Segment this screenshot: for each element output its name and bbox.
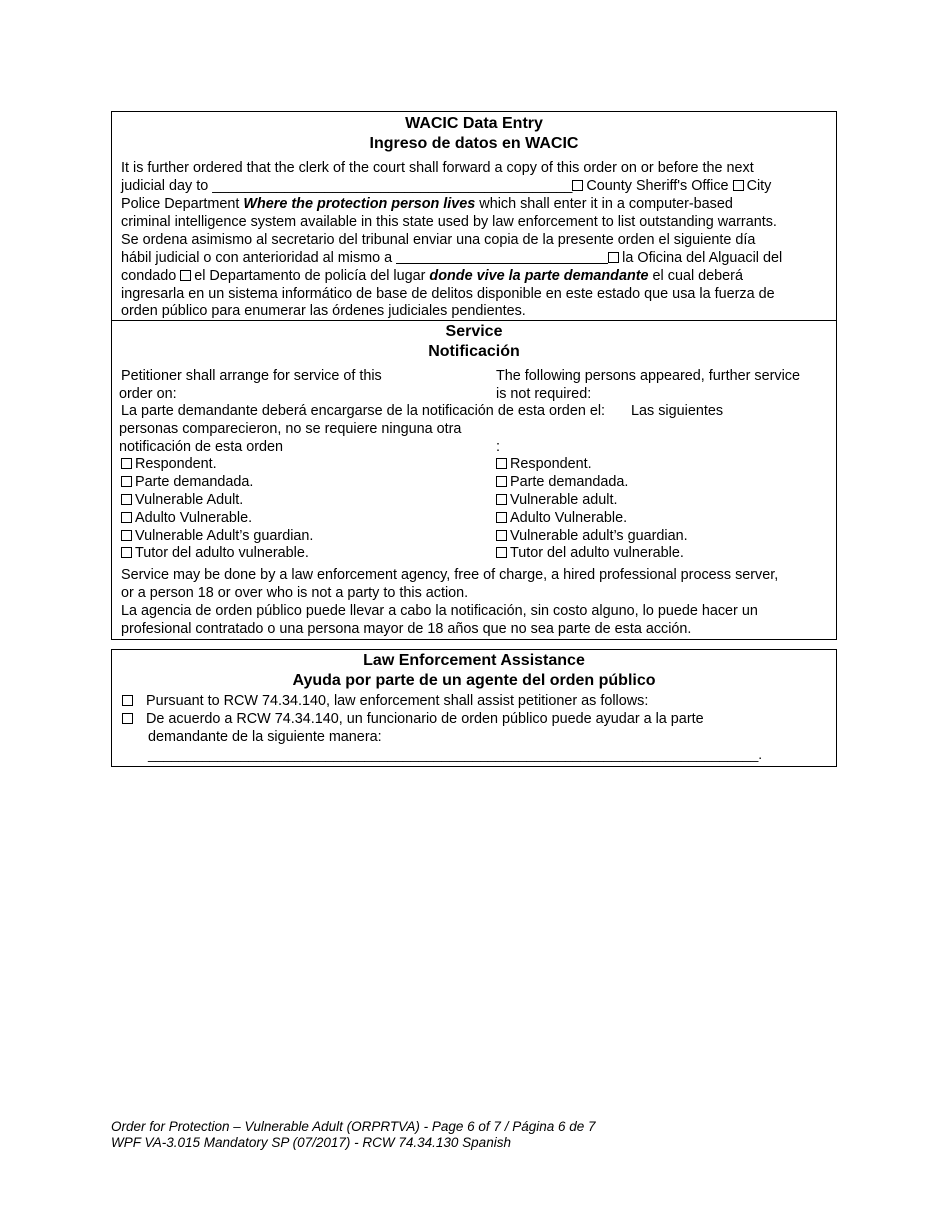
checkbox[interactable]: [496, 547, 507, 558]
footer-line-1: Order for Protection – Vulnerable Adult (ORPRTVA) - Page 6 of 7 / Página 6 de 7: [111, 1119, 596, 1134]
service-left-option[interactable]: Vulnerable Adult.: [121, 491, 243, 509]
service-right-text-1: The following persons appeared, further service: [496, 368, 800, 384]
wacic-title-es: Ingreso de datos en WACIC: [369, 135, 579, 152]
law-option-2[interactable]: De acuerdo a RCW 74.34.140, un funcionario de orden público puede ayudar a la parte: [122, 710, 704, 728]
court-forward-date-blank-es[interactable]: [396, 249, 608, 264]
section-divider: [112, 320, 836, 321]
service-es-text-3: notificación de esta orden: [119, 439, 284, 455]
service-right-option[interactable]: Vulnerable adult’s guardian.: [496, 527, 688, 545]
checkbox[interactable]: [496, 512, 507, 523]
checkbox[interactable]: [121, 458, 132, 469]
county-sheriff-checkbox[interactable]: [572, 180, 583, 191]
service-right-text-2: is not required:: [496, 386, 592, 402]
law-enforcement-section: [111, 649, 837, 767]
checkbox[interactable]: [121, 476, 132, 487]
city-police-checkbox-es[interactable]: [180, 270, 191, 281]
wacic-service-section: [111, 111, 837, 640]
checkbox[interactable]: [121, 530, 132, 541]
service-note-1: Service may be done by a law enforcement agency, free of charge, a hired professional process server,: [121, 567, 779, 583]
service-es-colon: :: [496, 439, 500, 455]
service-left-option[interactable]: Vulnerable Adult’s guardian.: [121, 527, 313, 545]
law-title: Law Enforcement Assistance: [363, 652, 585, 669]
county-sheriff-checkbox-es[interactable]: [608, 252, 619, 263]
service-title-es: Notificación: [428, 343, 520, 360]
wacic-line-6: hábil judicial o con anterioridad al mismo a la Oficina del Alguacil del: [121, 250, 783, 266]
checkbox[interactable]: [496, 530, 507, 541]
law-title-es: Ayuda por parte de un agente del orden público: [292, 672, 656, 689]
service-es-text-2: personas comparecieron, no se requiere ninguna otra: [119, 421, 462, 437]
checkbox[interactable]: [496, 494, 507, 505]
wacic-title: WACIC Data Entry: [405, 115, 543, 132]
wacic-line-3: Police Department Where the protection person lives which shall enter it in a computer-based: [121, 196, 733, 212]
court-forward-date-blank[interactable]: _____________________________________________: [212, 178, 573, 194]
wacic-line-4: criminal intelligence system available in this state used by law enforcement to list outstanding warrants.: [121, 214, 777, 230]
service-left-text-2: order on:: [119, 386, 177, 402]
footer-line-2: WPF VA-3.015 Mandatory SP (07/2017) - RCW 74.34.130 Spanish: [111, 1135, 511, 1150]
city-police-checkbox[interactable]: [733, 180, 744, 191]
law-assist-checkbox[interactable]: [122, 695, 133, 706]
service-right-option[interactable]: Vulnerable adult.: [496, 491, 617, 509]
service-left-option[interactable]: Respondent.: [121, 455, 217, 473]
law-option-2-cont: demandante de la siguiente manera:: [148, 729, 382, 745]
service-left-option[interactable]: Parte demandada.: [121, 473, 253, 491]
service-right-option[interactable]: Adulto Vulnerable.: [496, 509, 627, 527]
wacic-line-9: orden público para enumerar las órdenes judiciales pendientes.: [121, 303, 526, 319]
service-left-option[interactable]: Adulto Vulnerable.: [121, 509, 252, 527]
checkbox[interactable]: [121, 494, 132, 505]
wacic-line-1: It is further ordered that the clerk of the court shall forward a copy of this order on or before the next: [121, 160, 754, 176]
service-right-option[interactable]: Parte demandada.: [496, 473, 628, 491]
law-assist-details-blank[interactable]: _______________________________________________________________________________.: [148, 746, 763, 762]
service-right-option[interactable]: Respondent.: [496, 455, 592, 473]
wacic-line-8: ingresarla en un sistema informático de base de delitos disponible en este estado que usa la fuerza de: [121, 286, 775, 302]
checkbox[interactable]: [121, 512, 132, 523]
checkbox[interactable]: [496, 458, 507, 469]
service-note-3: La agencia de orden público puede llevar a cabo la notificación, sin costo alguno, lo puede hacer un: [121, 603, 758, 619]
service-note-4: profesional contratado o una persona mayor de 18 años que no sea parte de esta acción.: [121, 621, 692, 637]
checkbox[interactable]: [496, 476, 507, 487]
wacic-line-5: Se ordena asimismo al secretario del tribunal enviar una copia de la presente orden el siguiente día: [121, 232, 756, 248]
checkbox[interactable]: [121, 547, 132, 558]
law-option-1[interactable]: Pursuant to RCW 74.34.140, law enforcement shall assist petitioner as follows:: [122, 692, 648, 710]
wacic-line-2: judicial day to _____________________________________________ County Sheriff's Office City: [121, 178, 772, 194]
law-assist-checkbox-es[interactable]: [122, 713, 133, 724]
service-es-text-1: La parte demandante deberá encargarse de la notificación de esta orden el: Las siguientes: [121, 403, 724, 419]
service-right-option[interactable]: Tutor del adulto vulnerable.: [496, 544, 684, 562]
service-left-text-1: Petitioner shall arrange for service of this: [121, 368, 382, 384]
service-left-option[interactable]: Tutor del adulto vulnerable.: [121, 544, 309, 562]
service-note-2: or a person 18 or over who is not a party to this action.: [121, 585, 469, 601]
wacic-line-7: condado el Departamento de policía del lugar donde vive la parte demandante el cual deberá: [121, 268, 743, 284]
service-title: Service: [445, 323, 503, 340]
